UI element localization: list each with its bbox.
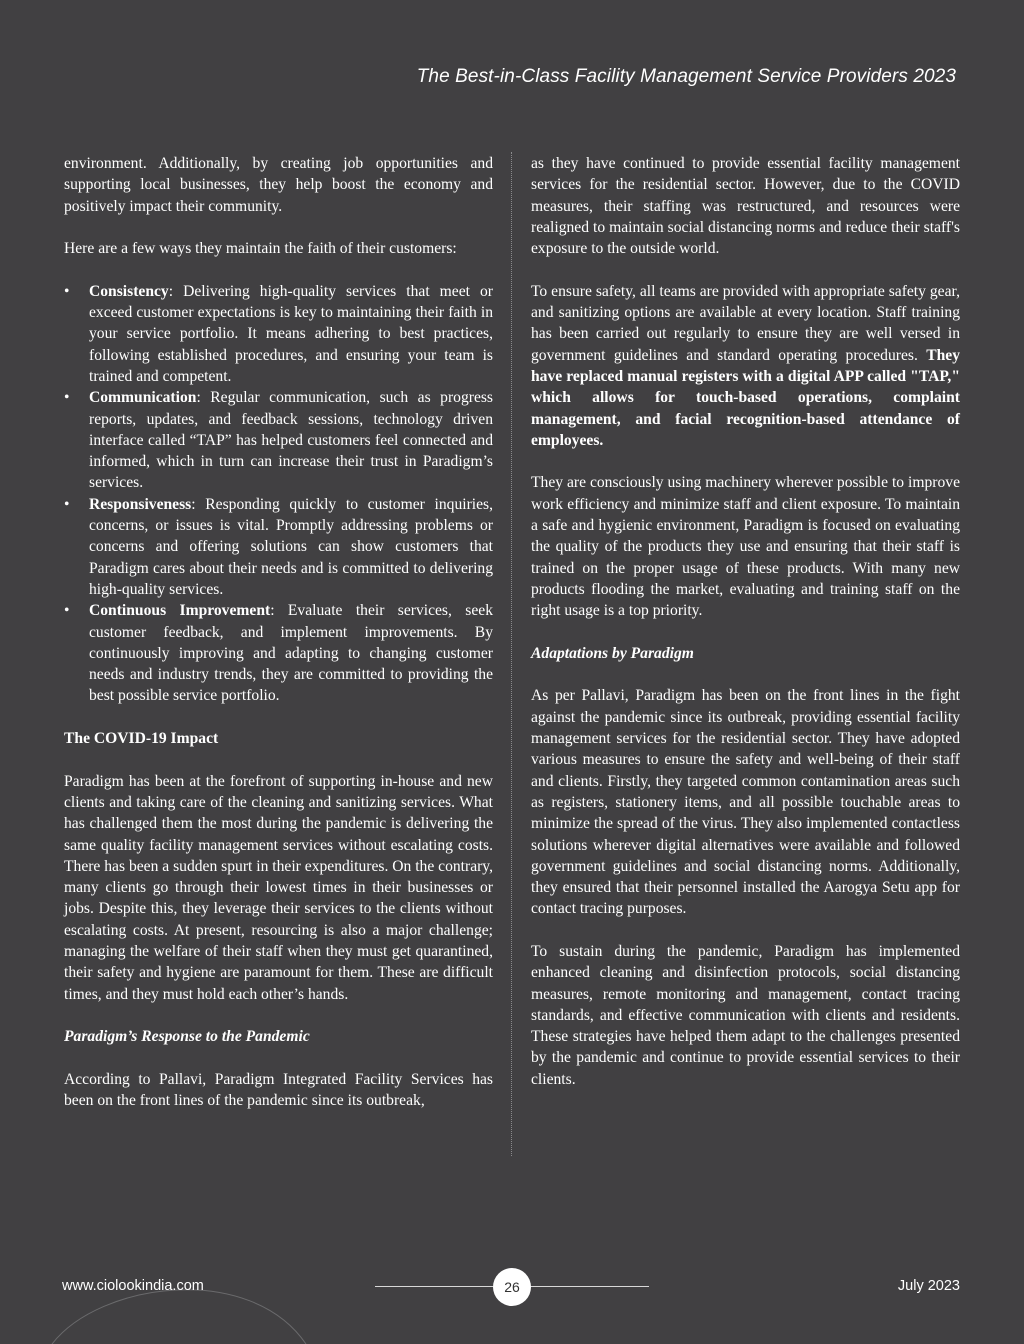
- bullet-icon: •: [64, 495, 70, 513]
- column-divider: [511, 152, 512, 1156]
- list-item: [64, 281, 493, 387]
- right-column: [531, 153, 960, 1111]
- bullet-icon: •: [64, 389, 70, 407]
- paragraph-bold-text: They have replaced manual registers with a digital APP called "TAP," which allows for touch-based operations, complaint management, and facial recognition-based attendance of employees.: [531, 346, 960, 449]
- left-column: [64, 153, 493, 1133]
- footer-rule-left: [375, 1286, 493, 1287]
- footer-rule-right: [531, 1286, 649, 1287]
- paragraph: as they have continued to provide essential facility management services for the residential sector. However, due to the COVID measures, their staffing was restructured, and resources were realigned to maintain social distancing norms and reduce their staff's exposure to the outside world.: [531, 155, 960, 258]
- paragraph: environment. Additionally, by creating job opportunities and supporting local businesses, they help boost the economy and positively impact their community.: [64, 155, 493, 215]
- paragraph-text: To ensure safety, all teams are provided with appropriate safety gear, and sanitizing options are available at every location. Staff training has been carried out regularly to ensure they are well versed in government guidelines and standard operating procedures.: [531, 282, 960, 364]
- bullet-icon: •: [64, 282, 70, 300]
- bullet-list: [64, 281, 493, 707]
- bullet-text: : Responding quickly to customer inquiries, concerns, or issues is vital. Promptly addressing problems or concerns and offering solutions can show customers that Paradigm cares about their needs and is committed to delivering high-quality services.: [89, 495, 493, 598]
- list-item: [64, 387, 493, 493]
- page-number-badge: 26: [493, 1268, 531, 1306]
- paragraph: According to Pallavi, Paradigm Integrated Facility Services has been on the front lines of the pandemic since its outbreak,: [64, 1070, 493, 1110]
- footer-website: www.ciolookindia.com: [62, 1278, 204, 1294]
- section-heading-response: Paradigm’s Response to the Pandemic: [64, 1028, 310, 1046]
- section-heading-covid: The COVID-19 Impact: [64, 730, 219, 748]
- bullet-text: : Delivering high-quality services that meet or exceed customer expectations is key to maintaining their faith in your service portfolio. It means adhering to best practices, following established procedures, and ensuring your team is trained and competent.: [89, 282, 493, 385]
- paragraph: To sustain during the pandemic, Paradigm has implemented enhanced cleaning and disinfection protocols, social distancing measures, remote monitoring and management, contact tracing standards, and effective communication with clients and residents. These strategies have helped them adapt to the challenges presented by the pandemic and continue to provide essential services to their clients.: [531, 942, 960, 1088]
- paragraph: Here are a few ways they maintain the faith of their customers:: [64, 240, 457, 258]
- magazine-section-title: The Best-in-Class Facility Management Service Providers 2023: [416, 66, 956, 87]
- bullet-title: Communication: [89, 389, 197, 407]
- paragraph: As per Pallavi, Paradigm has been on the front lines in the fight against the pandemic since its outbreak, providing essential facility management services for the residential sector. They have adopted various measures to ensure the safety and well-being of their staff and clients. Firstly, they targeted common contamination areas such as registers, stationery items, and all possible touchable areas to minimize the spread of the virus. They also implemented contactless solutions wherever digital alternatives were available and followed government guidelines and social distancing norms. Additionally, they ensured that their personnel installed the Aarogya Setu app for contact tracing purposes.: [531, 687, 960, 918]
- list-item: [64, 494, 493, 600]
- paragraph: They are consciously using machinery wherever possible to improve work efficiency and minimize staff and client exposure. To maintain a safe and hygienic environment, Paradigm is focused on evaluating the quality of the products they use and ensuring that their staff is trained on the proper usage of these products. With many new products flooding the market, evaluating and training staff on the right usage is a top priority.: [531, 474, 960, 620]
- footer-date: July 2023: [897, 1278, 960, 1294]
- bullet-title: Responsiveness: [89, 495, 192, 513]
- section-heading-adaptations: Adaptations by Paradigm: [531, 644, 694, 662]
- paragraph: Paradigm has been at the forefront of supporting in-house and new clients and taking care of the cleaning and sanitizing services. What has challenged them the most during the pandemic is delivering the same quality facility management services without escalating costs. There has been a sudden spurt in their expenditures. On the contrary, many clients go through their lowest times in their businesses or jobs. Despite this, they leverage their services to the clients without escalating costs. At present, resourcing is also a major challenge; managing the welfare of their staff when they must get quarantined, their safety and hygiene are paramount for them. These are difficult times, and they must hold each other’s hands.: [64, 772, 493, 1003]
- bullet-title: Continuous Improvement: [89, 602, 271, 620]
- list-item: [64, 600, 493, 706]
- bullet-title: Consistency: [89, 282, 169, 300]
- paragraph: [531, 281, 960, 451]
- bullet-icon: •: [64, 602, 70, 620]
- bullet-text: : Evaluate their services, seek customer feedback, and implement improvements. By continuously improving and adapting to changing customer needs and industry trends, they are committed to providing the best possible service portfolio.: [89, 602, 493, 705]
- bullet-text: : Regular communication, such as progress reports, updates, and feedback sessions, technology driven interface called “TAP” has helped customers feel connected and informed, which in turn can increase their trust in Paradigm’s services.: [89, 389, 493, 492]
